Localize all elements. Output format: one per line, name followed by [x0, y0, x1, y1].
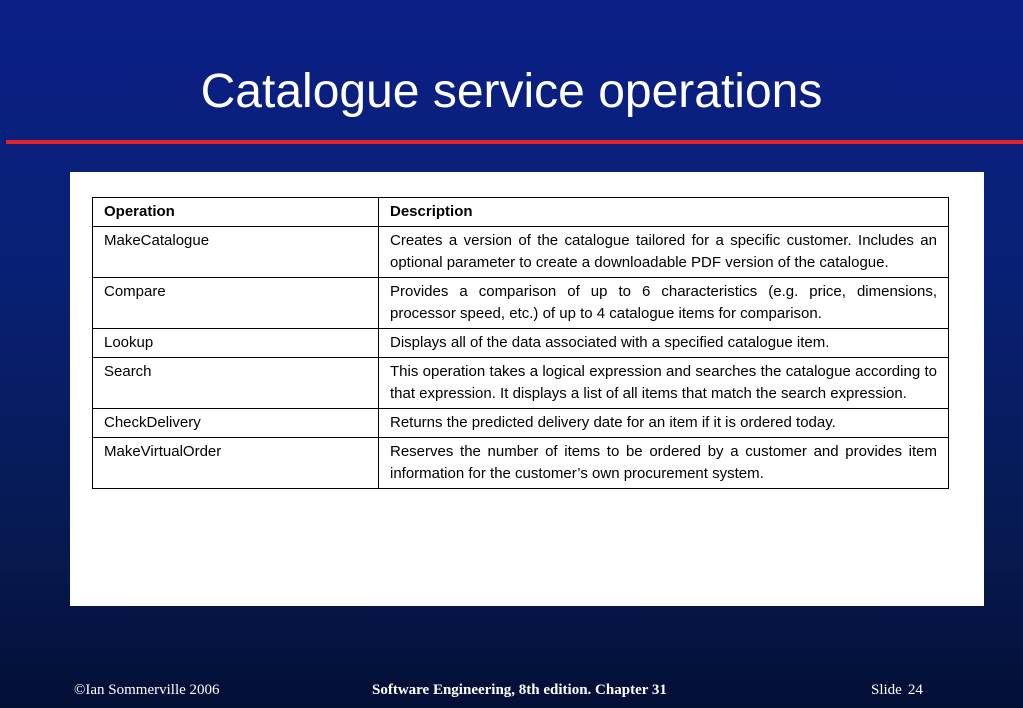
table-row	[93, 329, 949, 358]
description-cell: This operation takes a logical expression and searches the catalogue according to that expression. It displays a list of all items that match the search expression.	[379, 358, 949, 409]
footer-copyright: ©Ian Sommerville 2006	[74, 682, 220, 698]
slide-title: Catalogue service operations	[200, 65, 823, 118]
operations-table	[92, 197, 949, 489]
slide-number: 24	[907, 682, 923, 698]
table-row	[93, 409, 949, 438]
table-header-row	[93, 198, 949, 227]
footer-slide-number	[871, 681, 923, 699]
description-cell: Reserves the number of items to be ordered by a customer and provides item information for the customer’s own procurement system.	[379, 438, 949, 489]
footer-book-title: Software Engineering, 8th edition. Chapter 31	[372, 682, 667, 698]
table-panel	[70, 172, 984, 606]
description-cell: Displays all of the data associated with a specified catalogue item.	[379, 329, 949, 358]
table-row	[93, 358, 949, 409]
table-row	[93, 438, 949, 489]
title-divider	[6, 140, 1023, 144]
header-operation: Operation	[93, 198, 379, 227]
description-cell: Creates a version of the catalogue tailored for a specific customer. Includes an optional parameter to create a downloadable PDF version of the catalogue.	[379, 227, 949, 278]
table-row	[93, 227, 949, 278]
slide-label: Slide	[871, 682, 902, 698]
table-row	[93, 278, 949, 329]
description-cell: Provides a comparison of up to 6 characteristics (e.g. price, dimensions, processor speed, etc.) of up to 4 catalogue items for comparison.	[379, 278, 949, 329]
operation-cell: Compare	[93, 278, 379, 329]
operation-cell: Lookup	[93, 329, 379, 358]
description-cell: Returns the predicted delivery date for an item if it is ordered today.	[379, 409, 949, 438]
operation-cell: MakeCatalogue	[93, 227, 379, 278]
operation-cell: MakeVirtualOrder	[93, 438, 379, 489]
operation-cell: Search	[93, 358, 379, 409]
header-description: Description	[379, 198, 949, 227]
operation-cell: CheckDelivery	[93, 409, 379, 438]
